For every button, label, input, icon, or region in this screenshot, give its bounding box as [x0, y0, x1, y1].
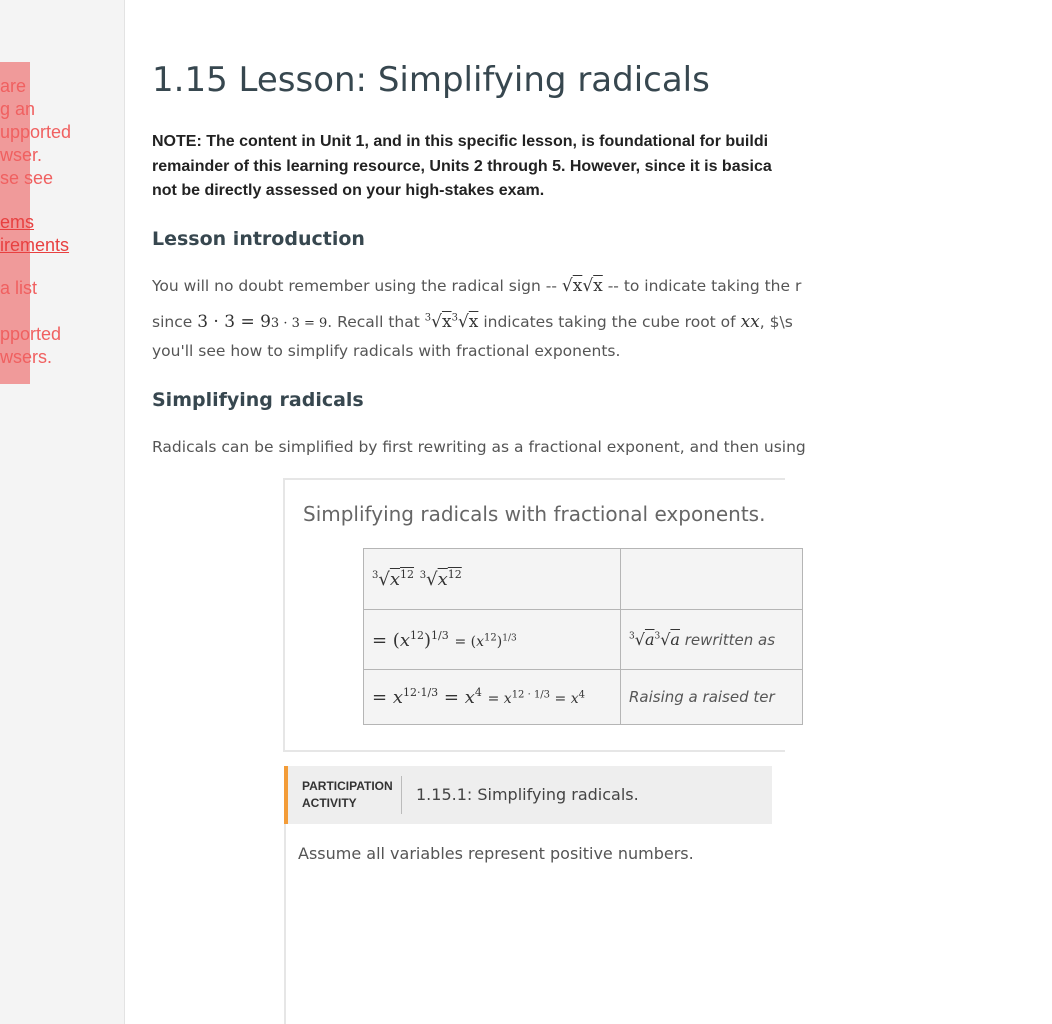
system-requirements-link[interactable]: irements: [0, 235, 70, 255]
example-card-title: Simplifying radicals with fractional exponents.: [303, 502, 766, 526]
note-line: NOTE: The content in Unit 1, and in this specific lesson, is foundational for buildi: [152, 133, 769, 150]
warning-text: are: [0, 76, 27, 96]
participation-activity: [284, 766, 770, 1024]
sidebar: [0, 0, 125, 1024]
divider: [401, 776, 402, 814]
warning-text: upported: [0, 122, 72, 142]
intro-text: . Recall that: [327, 313, 420, 331]
activity-instructions: Assume all variables represent positive numbers.: [298, 844, 694, 863]
table-row: [364, 549, 803, 610]
activity-type-label: [302, 778, 393, 812]
simplifying-heading: Simplifying radicals: [152, 389, 364, 411]
note-line: not be directly assessed on your high-stakes exam.: [152, 182, 545, 199]
intro-text: indicates taking the cube root of: [483, 313, 736, 331]
warning-text: wsers.: [0, 347, 53, 367]
example-card: [283, 478, 785, 752]
warning-text: pported: [0, 324, 62, 344]
simplifying-paragraph: Radicals can be simplified by first rewriting as a fractional exponent, and then using: [152, 438, 806, 456]
system-requirements-link[interactable]: ems: [0, 212, 35, 232]
cube-root-math: $^3√x^3√x$: [424, 312, 479, 332]
intro-heading: Lesson introduction: [152, 228, 365, 250]
explanation-cell: [621, 670, 803, 725]
explanation-cell: $^3√a^3√a$ rewritten as: [621, 610, 803, 670]
warning-text: g an: [0, 99, 36, 119]
intro-text: -- to indicate taking the r: [607, 277, 802, 295]
explanation-text: rewritten as: [684, 631, 776, 649]
activity-label-line: PARTICIPATION: [302, 779, 393, 793]
intro-paragraph-line-2: [152, 312, 1052, 332]
browser-warning-banner: [0, 62, 72, 384]
math-cell: = $(x^{12})^{1/3} = (x^{12})^{1/3}$: [364, 610, 621, 670]
intro-paragraph-line-1: [152, 276, 1052, 296]
warning-text: se see: [0, 168, 54, 188]
example-math: 3 · 3 = 93 · 3 = 9: [197, 312, 328, 332]
example-table: [363, 548, 803, 725]
activity-label-line: ACTIVITY: [302, 796, 357, 810]
radical-sign-math: √x√x: [561, 276, 603, 296]
math-cell: $^3√x^{12}$ $^3√x^{12}$: [364, 549, 621, 610]
lesson-note: [152, 130, 1052, 204]
intro-text: You will no doubt remember using the radical sign --: [152, 277, 557, 295]
intro-paragraph-line-3: you'll see how to simplify radicals with fractional exponents.: [152, 342, 621, 360]
note-line: remainder of this learning resource, Units 2 through 5. However, since it is basica: [152, 157, 772, 175]
activity-title: 1.15.1: Simplifying radicals.: [416, 785, 639, 804]
intro-text: since: [152, 313, 193, 331]
explanation-text: Raising a raised ter: [629, 688, 775, 706]
variable-math: xx: [740, 312, 760, 332]
table-row: [364, 610, 803, 670]
page-title: 1.15 Lesson: Simplifying radicals: [152, 60, 710, 100]
intro-text: , $\s: [759, 313, 793, 331]
table-row: [364, 670, 803, 725]
warning-text: a list: [0, 278, 38, 298]
explanation-cell: [621, 549, 803, 610]
math-cell: = $x^{12\cdot 1/3} = x^4 = x^{12 \cdot 1/3} = x^4$: [364, 670, 621, 725]
activity-header[interactable]: [284, 766, 772, 824]
warning-text: wser.: [0, 145, 43, 165]
